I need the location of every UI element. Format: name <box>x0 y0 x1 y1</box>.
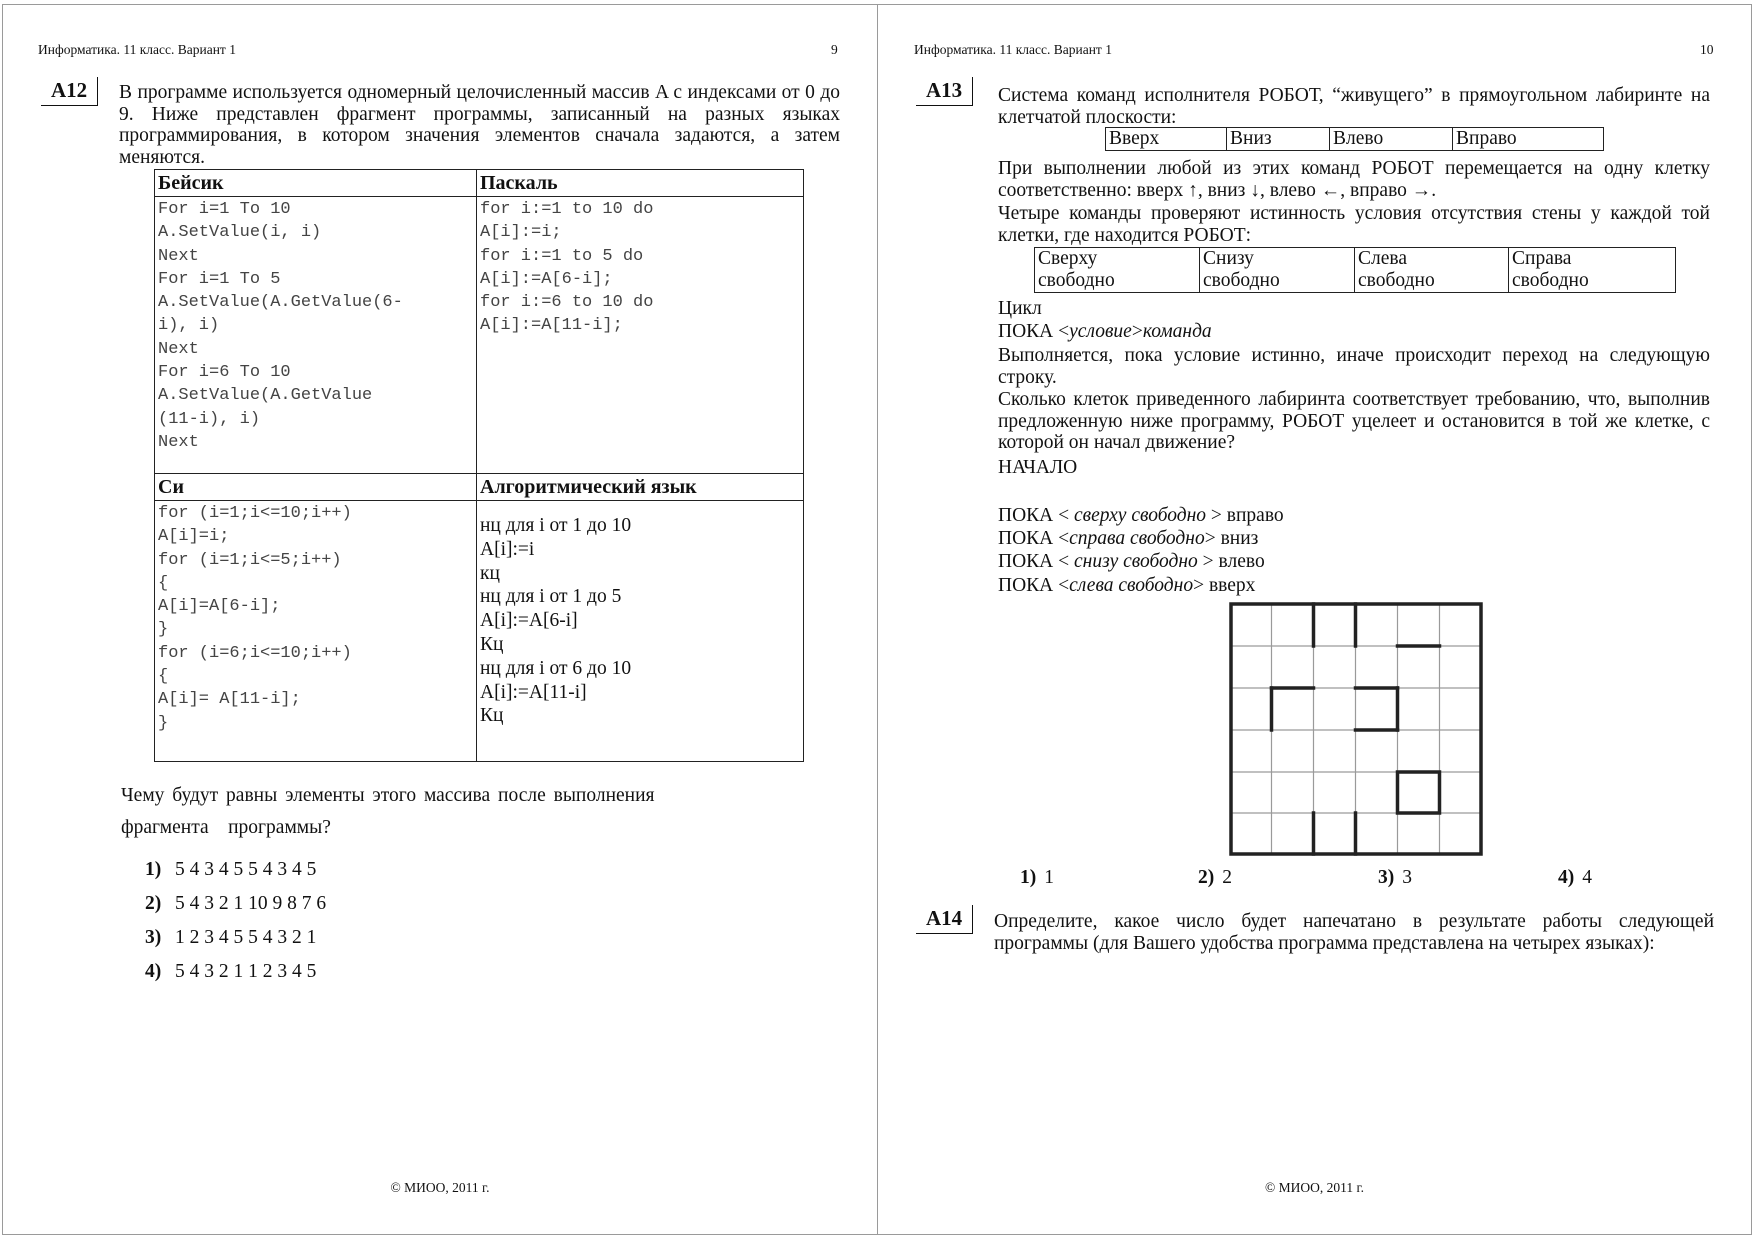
answer-number: 2) <box>145 893 162 914</box>
condition-line: Слева <box>1358 248 1407 269</box>
condition-table <box>1034 247 1676 293</box>
program-action: > вверх <box>1193 575 1256 596</box>
maze-grid <box>1226 599 1486 859</box>
c-code: for (i=1;i<=10;i++) A[i]=i; for (i=1;i<=5;i++) { A[i]=A[6-i]; } for (i=6;i<=10;i++) { A[i]= A[11-i]; } <box>158 504 352 733</box>
condition-cell <box>1035 248 1200 293</box>
answer-number: 4) <box>1558 867 1575 888</box>
q13-intro: Система команд исполнителя РОБОТ, “живущего” в прямоугольном лабиринте на клетчатой плоскости: <box>998 85 1710 128</box>
program-condition: сверху свободно <box>1074 505 1207 526</box>
program-condition: слева свободно <box>1069 575 1194 596</box>
answer-option[interactable] <box>1558 867 1592 889</box>
answer-text: 1 <box>1044 867 1054 888</box>
answer-option[interactable] <box>145 961 326 995</box>
basic-header: Бейсик <box>155 170 477 197</box>
program-keyword: ПОКА < <box>998 505 1075 526</box>
answer-number: 3) <box>1378 867 1395 888</box>
loop-keyword: ПОКА < <box>998 321 1070 342</box>
condition-line: свободно <box>1358 270 1435 291</box>
command-cell: Влево <box>1330 128 1453 151</box>
question-label: А13 <box>916 77 973 106</box>
answer-text: 4 <box>1582 867 1592 888</box>
page-footer: © МИОО, 2011 г. <box>1265 1180 1364 1195</box>
loop-condition: условие <box>1069 321 1132 342</box>
loop-bracket: > <box>1131 321 1143 342</box>
program-line <box>998 575 1255 597</box>
maze-walls <box>1272 604 1440 854</box>
answer-number: 1) <box>145 859 162 880</box>
command-cell: Вверх <box>1106 128 1227 151</box>
code-table <box>154 169 804 762</box>
answer-list <box>145 859 326 995</box>
condition-cell <box>1509 248 1676 293</box>
page-header: Информатика. 11 класс. Вариант 1 <box>38 42 236 57</box>
q13-move-text: При выполнении любой из этих команд РОБОТ перемещается на одну клетку соответственно: вверх ↑, вниз ↓, влево ←, вправо →. <box>998 158 1710 201</box>
page-number: 9 <box>831 42 838 57</box>
program-keyword: ПОКА < <box>998 551 1075 572</box>
program-keyword: ПОКА < <box>998 528 1070 549</box>
condition-line: свободно <box>1038 270 1115 291</box>
answer-option[interactable] <box>145 893 326 927</box>
page-number: 10 <box>1700 42 1714 57</box>
answer-number: 1) <box>1020 867 1037 888</box>
pascal-header: Паскаль <box>477 170 804 197</box>
condition-line: свободно <box>1512 270 1589 291</box>
answer-option[interactable] <box>1198 867 1232 889</box>
program-line <box>998 551 1265 573</box>
question-label: А14 <box>916 905 973 934</box>
left-page <box>2 4 878 1235</box>
program-action: > вниз <box>1204 528 1259 549</box>
maze-wall <box>1398 772 1440 813</box>
question-prompt-line1: Чему будут равны элементы этого массива после выполнения <box>121 785 655 806</box>
program-action: > влево <box>1197 551 1265 572</box>
loop-syntax <box>998 321 1212 343</box>
program-keyword: ПОКА < <box>998 575 1070 596</box>
question-prompt-line2: фрагмента программы? <box>121 817 331 838</box>
answer-option[interactable] <box>1020 867 1054 889</box>
page-header: Информатика. 11 класс. Вариант 1 <box>914 42 1112 57</box>
answer-text: 5 4 3 2 1 1 2 3 4 5 <box>175 961 317 982</box>
command-cell: Вниз <box>1227 128 1330 151</box>
program-line <box>998 528 1258 550</box>
answer-option[interactable] <box>1378 867 1412 889</box>
pascal-code: for i:=1 to 10 do A[i]:=i; for i:=1 to 5 do A[i]:=A[6-i]; for i:=6 to 10 do A[i]:=A[11-i]; <box>480 200 654 336</box>
condition-line: Справа <box>1512 248 1572 269</box>
answer-text: 5 4 3 2 1 10 9 8 7 6 <box>175 893 327 914</box>
condition-line: Снизу <box>1203 248 1254 269</box>
c-header: Си <box>155 474 477 501</box>
question-intro-text: В программе используется одномерный целочисленный массив A с индексами от 0 до 9. Ниже представлен фрагмент программы, записанный на разных языках программирования, в котором значения элементов сначала задаются, а затем меняются. <box>119 82 840 168</box>
answer-number: 4) <box>145 961 162 982</box>
alg-header: Алгоритмический язык <box>477 474 804 501</box>
loop-command: команда <box>1142 321 1212 342</box>
question-intro <box>119 82 840 168</box>
answer-number: 2) <box>1198 867 1215 888</box>
basic-code: For i=1 To 10 A.SetValue(i, i) Next For i=1 To 5 A.SetValue(A.GetValue(6- i), i) Next For i=6 To 10 A.SetValue(A.GetValue (11-i), i) Next <box>158 200 403 452</box>
answer-text: 1 2 3 4 5 5 4 3 2 1 <box>175 927 317 948</box>
answer-text: 5 4 3 4 5 5 4 3 4 5 <box>175 859 317 880</box>
answer-option[interactable] <box>145 927 326 961</box>
program-condition: справа свободно <box>1069 528 1205 549</box>
program-begin: НАЧАЛО <box>998 457 1078 478</box>
command-cell: Вправо <box>1453 128 1604 151</box>
question-label: А12 <box>41 77 98 106</box>
loop-word: Цикл <box>998 298 1042 319</box>
condition-cell <box>1355 248 1509 293</box>
page-footer: © МИОО, 2011 г. <box>390 1180 490 1195</box>
answer-option[interactable] <box>145 859 326 893</box>
alg-code: нц для i от 1 до 10 A[i]:=i кц нц для i от 1 до 5 A[i]:=A[6-i] Кц нц для i от 6 до 10 A[i]:=A[11-i] Кц <box>480 515 632 727</box>
answer-text: 2 <box>1222 867 1232 888</box>
q14-text: Определите, какое число будет напечатано в результате работы следующей программы (для Вашего удобства программа представлена на четырех языках): <box>994 911 1714 954</box>
condition-cell <box>1200 248 1355 293</box>
program-condition: снизу свободно <box>1074 551 1198 572</box>
right-page <box>877 4 1752 1235</box>
answer-text: 3 <box>1402 867 1412 888</box>
program-action: > вправо <box>1206 505 1284 526</box>
q13-question-text: Сколько клеток приведенного лабиринта соответствует требованию, что, выполнив предложенную ниже программу, РОБОТ уцелеет и остановится в той же клетке, с которой он начал движение? <box>998 389 1710 453</box>
program-line <box>998 505 1284 527</box>
q13-check-text: Четыре команды проверяют истинность условия отсутствия стены у каждой той клетки, где находится РОБОТ: <box>998 203 1710 246</box>
loop-description: Выполняется, пока условие истинно, иначе происходит переход на следующую строку. <box>998 345 1710 388</box>
condition-line: Сверху <box>1038 248 1098 269</box>
answer-number: 3) <box>145 927 162 948</box>
condition-line: свободно <box>1203 270 1280 291</box>
command-table <box>1105 127 1604 151</box>
